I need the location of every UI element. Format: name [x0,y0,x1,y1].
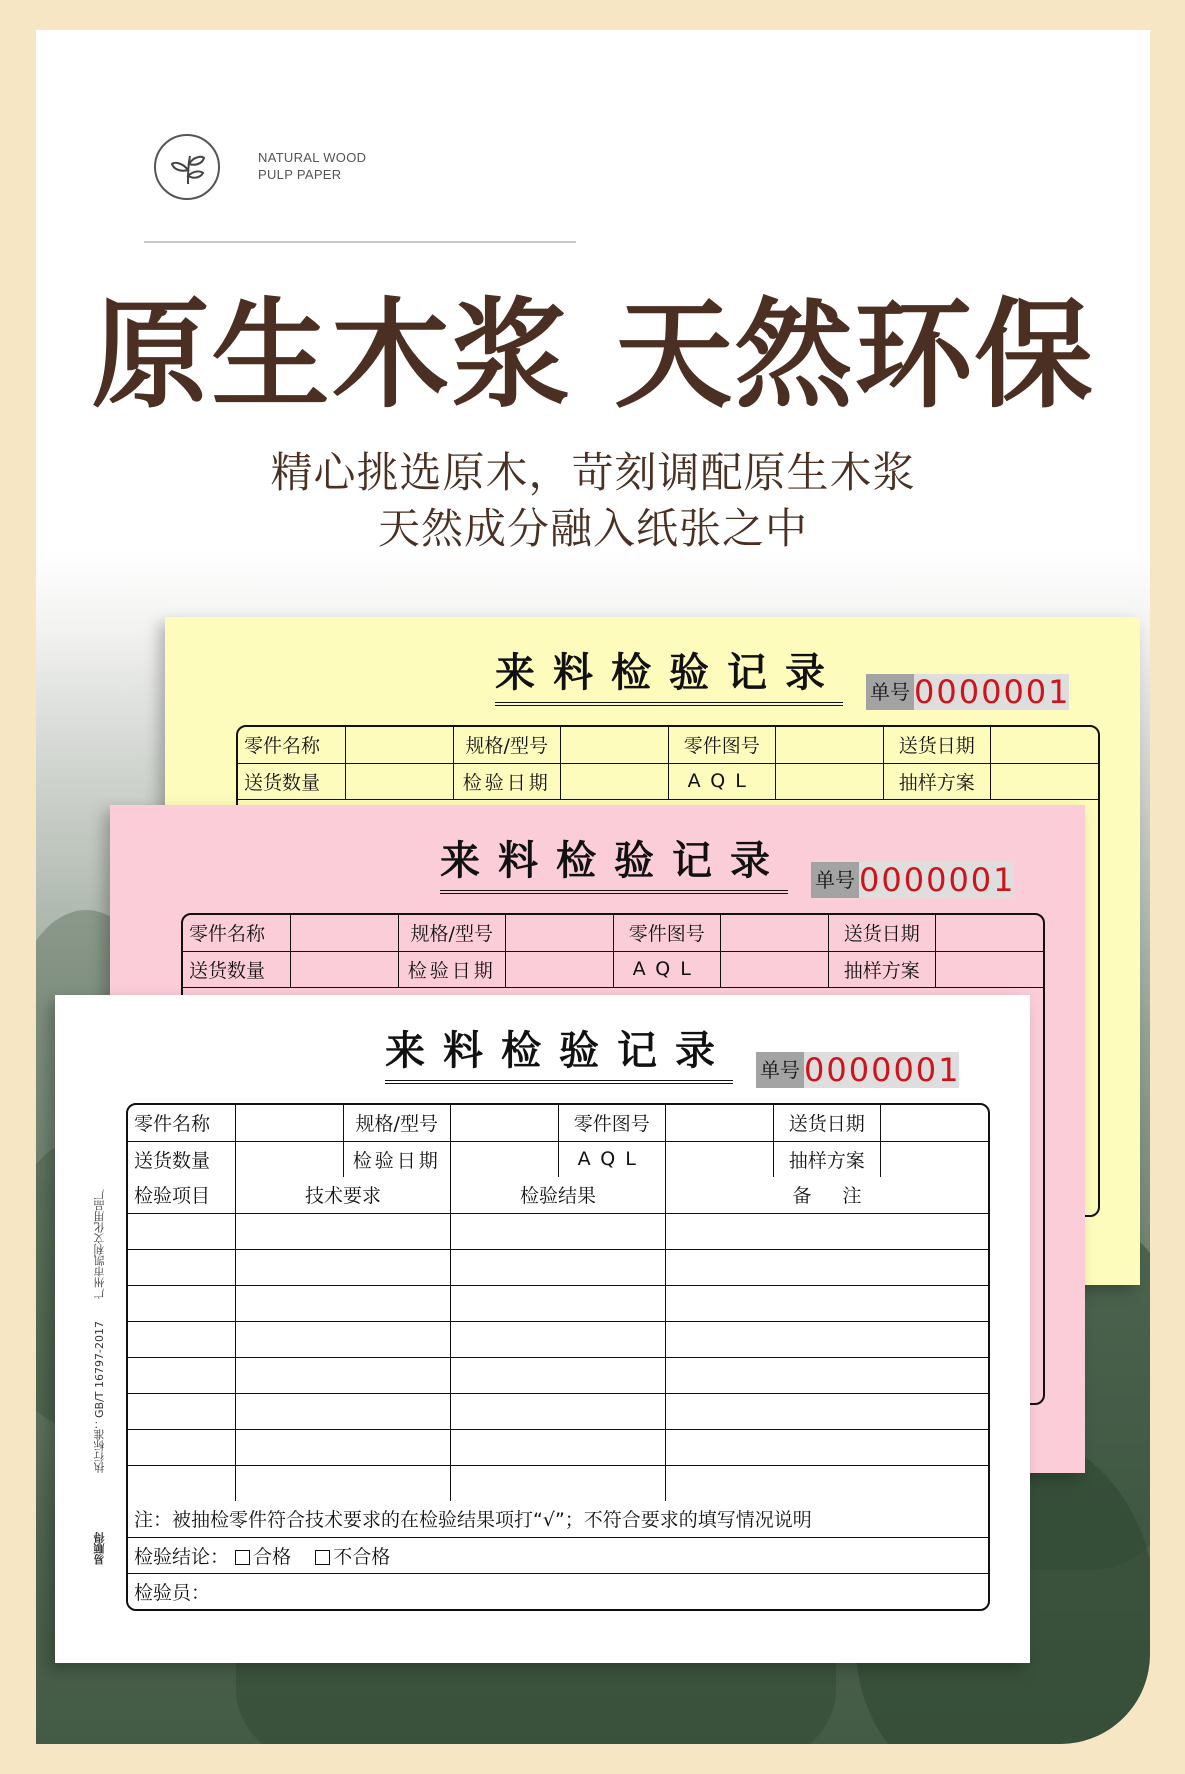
cell-delivery-date-label: 送货日期 [773,1105,881,1141]
table-row [128,1465,988,1501]
subtitle-line1: 精心挑选原木，苛刻调配原生木浆 [270,448,916,497]
col-header-item: 检验项目 [128,1177,236,1213]
cell-inspect-date-label: 检验日期 [398,951,506,987]
form-number: 0000001 [914,673,1071,711]
form-table [126,1103,990,1611]
pass-checkbox[interactable] [235,1550,250,1565]
cell-drawing [776,727,884,763]
table-row [128,1285,988,1321]
cell-spec [561,727,669,763]
form-number-label: 单号 [756,1052,804,1088]
cell-drawing-label: 零件图号 [558,1105,666,1141]
cell-part-name-label: 零件名称 [238,727,346,763]
form-number: 0000001 [804,1051,961,1089]
cell-drawing [721,915,829,951]
cell-aql-label: AQL [668,763,776,799]
cell-sampling-label: 抽样方案 [773,1141,881,1177]
col-header-requirement: 技术要求 [236,1177,451,1213]
cell-aql[interactable] [666,1141,774,1177]
cell-inspect-date-label: 检验日期 [343,1141,451,1177]
form-number: 0000001 [859,861,1016,899]
cell-qty-label: 送货数量 [183,951,291,987]
brand-text [258,149,366,183]
cell-qty-label: 送货数量 [128,1141,236,1177]
cell-inspect-date-label: 检验日期 [453,763,561,799]
fail-label: 不合格 [333,1545,391,1568]
cell-spec-label: 规格/型号 [398,915,506,951]
cell-delivery-date-label: 送货日期 [883,727,991,763]
table-row [128,1429,988,1465]
col-header-result: 检验结果 [451,1177,666,1213]
cell-qty-label: 送货数量 [238,763,346,799]
subtitle-line2: 天然成分融入纸张之中 [377,504,808,553]
cell-qty [346,763,454,799]
cell-sampling [991,763,1099,799]
cell-sampling [936,951,1044,987]
form-note: 注：被抽检零件符合技术要求的在检验结果项打“√”；不符合要求的填写情况说明 [128,1501,988,1537]
cell-delivery-date [991,727,1099,763]
cell-aql [776,763,884,799]
brand-line2: PULP PAPER [258,167,342,182]
cell-drawing-label: 零件图号 [668,727,776,763]
cell-spec-label: 规格/型号 [343,1105,451,1141]
form-number-label: 单号 [811,862,859,898]
conclusion-label: 检验结论： [134,1545,230,1568]
table-row [128,1213,988,1249]
table-row [128,1249,988,1285]
cell-delivery-date [936,915,1044,951]
cell-drawing[interactable] [666,1105,774,1141]
cell-inspect-date [506,951,614,987]
table-row [128,1321,988,1357]
cell-aql-label: AQL [613,951,721,987]
cell-spec [506,915,614,951]
cell-aql-label: AQL [558,1141,666,1177]
cell-sampling[interactable] [881,1141,989,1177]
cell-aql [721,951,829,987]
cell-part-name [346,727,454,763]
cell-sampling-label: 抽样方案 [828,951,936,987]
col-header-remark: 备 注 [666,1177,989,1213]
cell-part-name-label: 零件名称 [183,915,291,951]
inspector-label: 检验员： [134,1581,211,1604]
form-title: 来料检验记录 [385,1019,733,1084]
form-sheet-white [55,995,1030,1663]
cell-part-name-label: 零件名称 [128,1105,236,1141]
conclusion-row [128,1537,988,1573]
table-row [128,1393,988,1429]
cell-inspect-date[interactable] [451,1141,559,1177]
form-side-text: 执行标准：GB/T 16797-2017 广州市凯利文化用品厂 [93,1189,106,1473]
brand-logo [154,134,220,200]
cell-part-name [291,915,399,951]
cell-qty[interactable] [236,1141,344,1177]
form-title: 来料检验记录 [495,641,843,706]
cell-sampling-label: 抽样方案 [883,763,991,799]
form-number-label: 单号 [866,674,914,710]
brand-line1: NATURAL WOOD [258,150,367,165]
inspector-row[interactable] [128,1573,988,1609]
form-side-brand: 易顺得 [93,1532,106,1565]
leaf-icon [168,148,208,188]
headline: 原生木浆 天然环保 [91,286,1095,424]
divider [144,241,576,243]
cell-delivery-date-label: 送货日期 [828,915,936,951]
cell-inspect-date [561,763,669,799]
pass-label: 合格 [253,1545,292,1568]
form-title: 来料检验记录 [440,829,788,894]
cell-drawing-label: 零件图号 [613,915,721,951]
cell-qty [291,951,399,987]
cell-part-name[interactable] [236,1105,344,1141]
fail-checkbox[interactable] [315,1550,330,1565]
cell-delivery-date[interactable] [881,1105,989,1141]
cell-spec-label: 规格/型号 [453,727,561,763]
table-row [128,1357,988,1393]
cell-spec[interactable] [451,1105,559,1141]
